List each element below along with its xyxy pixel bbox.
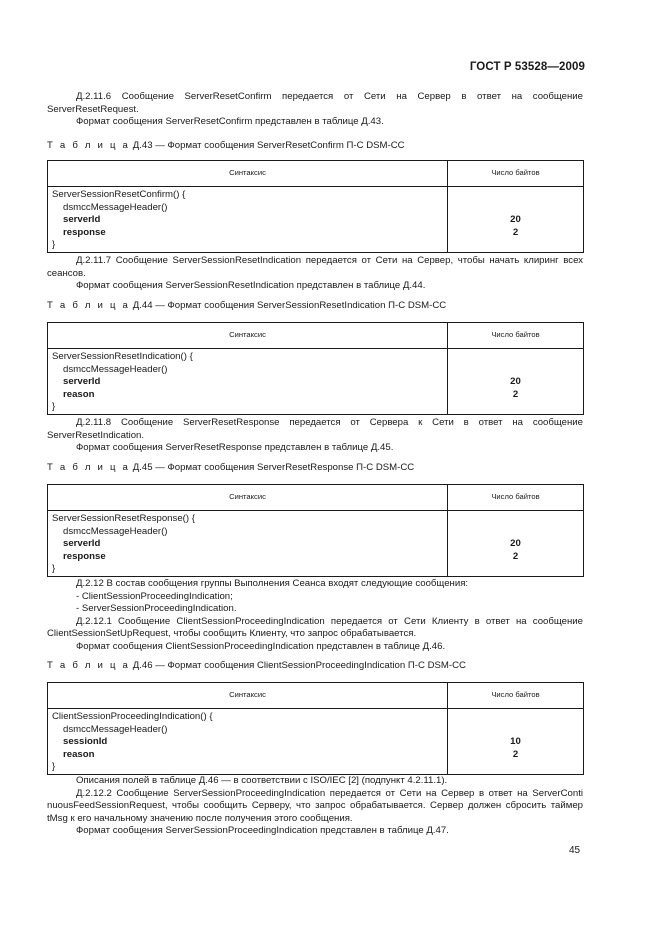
byte-count: 20 [510,214,521,225]
syntax-cell [48,187,448,253]
column-header-bytes: Число байтов [448,485,584,511]
table-caption [47,140,583,153]
syntax-line: } [52,239,56,250]
column-header-bytes: Число байтов [448,161,584,187]
syntax-cell [48,349,448,415]
syntax-field: serverId [63,214,101,225]
bytes-cell [448,349,584,415]
byte-count: 20 [510,538,521,549]
caption-prefix: Т а б л и ц а [47,140,131,151]
text-line: Формат сообщения ServerSessionProceedingIndication представлен в таблице Д.47. [76,825,449,836]
text-line: Д.2.11.8 Сообщение ServerResetResponse передается от Сервера к Сети в ответ на сообщение [76,417,583,428]
caption-prefix: Т а б л и ц а [47,462,131,473]
text-line: Формат сообщения ClientSessionProceedingIndication представлен в таблице Д.46. [76,640,446,652]
text-line: сеансов. [47,267,86,279]
syntax-line: ServerSessionResetResponse() { [52,513,195,524]
syntax-line: ClientSessionProceedingIndication() { [52,711,213,722]
table-caption [47,660,583,673]
syntax-line: } [52,401,56,412]
syntax-field: response [63,550,106,562]
text-line: Д.2.12.2 Сообщение ServerSessionProceedingIndication передается от Сети на Сервер в ответ на ServerConti [76,787,583,799]
text-line: Формат сообщения ServerResetConfirm представлен в таблице Д.43. [76,116,384,127]
table-d44 [47,322,584,415]
text-line: Формат сообщения ServerResetResponse представлен в таблице Д.45. [76,442,394,453]
syntax-field: reason [63,748,95,760]
bytes-cell [448,511,584,577]
column-header-bytes: Число байтов [448,683,584,709]
byte-count: 10 [510,736,521,747]
byte-count: 2 [512,388,519,400]
syntax-line: dsmccMessageHeader() [63,723,168,735]
table-caption [47,300,583,313]
table-d45 [47,484,584,577]
column-header-bytes: Число байтов [448,323,584,349]
syntax-cell [48,709,448,775]
caption-text: Д.46 — Формат сообщения ClientSessionProceedingIndication П-С DSM-CC [130,660,466,671]
page-number: 45 [569,845,581,856]
syntax-field: serverId [63,376,101,387]
column-header-syntax: Синтаксис [48,485,448,511]
table-caption [47,462,583,475]
byte-count: 2 [512,550,519,562]
caption-text: Д.43 — Формат сообщения ServerResetConfirm П-С DSM-CC [130,140,405,151]
syntax-field: response [63,226,106,238]
byte-count: 2 [512,226,519,238]
text-line: tMsg к его начальному значению после получения этого сообщения. [47,812,353,824]
syntax-field: reason [63,388,95,400]
syntax-cell [48,511,448,577]
syntax-line: dsmccMessageHeader() [63,525,168,537]
text-line: ServerResetIndication. [47,429,145,441]
byte-count: 20 [510,376,521,387]
document-header: ГОСТ Р 53528—2009 [469,61,585,73]
syntax-line: dsmccMessageHeader() [63,201,168,213]
text-line: Д.2.12 В состав сообщения группы Выполнения Сеанса входят следующие сообщения: [76,578,469,589]
syntax-line: } [52,761,56,772]
byte-count: 2 [512,748,519,760]
column-header-syntax: Синтаксис [48,323,448,349]
text-line: Описания полей в таблице Д.46 — в соответствии с ISO/IEC [2] (подпункт 4.2.11.1). [76,775,448,786]
paragraph-d2-11-8 [47,417,583,455]
text-line: Д.2.12.1 Сообщение ClientSessionProceedingIndication передается от Сети Клиенту в ответ на сообщение [76,615,583,627]
text-line: ServerResetRequest. [47,103,139,115]
text-line: ClientSessionSetUpRequest, чтобы сообщить Клиенту, что запрос обрабатывается. [47,628,417,639]
text-line: nuousFeedSessionRequest, чтобы сообщить Серверу, что запрос обрабатывается. Сервер должен сбросить таймер [47,800,583,811]
bytes-cell [448,709,584,775]
text-line: Формат сообщения ServerSessionResetIndication представлен в таблице Д.44. [76,280,426,291]
caption-prefix: Т а б л и ц а [47,660,131,671]
column-header-syntax: Синтаксис [48,683,448,709]
paragraph-d2-12-2 [47,775,583,838]
syntax-line: ServerSessionResetConfirm() { [52,189,186,200]
syntax-field: sessionId [63,736,108,747]
text-line: Д.2.11.6 Сообщение ServerResetConfirm передается от Сети на Сервер в ответ на сообщение [76,91,583,102]
bytes-cell [448,187,584,253]
syntax-line: dsmccMessageHeader() [63,363,168,375]
caption-text: Д.45 — Формат сообщения ServerResetResponse П-С DSM-CC [130,462,415,473]
paragraph-d2-11-7 [47,255,583,293]
table-d43 [47,160,584,253]
table-d46 [47,682,584,775]
list-item: - ServerSessionProceedingIndication. [76,603,237,614]
list-item: - ClientSessionProceedingIndication; [76,590,233,602]
paragraph-d2-12 [47,578,583,653]
syntax-field: serverId [63,538,101,549]
caption-prefix: Т а б л и ц а [47,300,131,311]
text-line: Д.2.11.7 Сообщение ServerSessionResetIndication передается от Сети на Сервер, чтобы начать клиринг всех [76,255,583,266]
syntax-line: ServerSessionResetIndication() { [52,351,193,362]
paragraph-d2-11-6 [47,91,583,129]
column-header-syntax: Синтаксис [48,161,448,187]
syntax-line: } [52,563,56,574]
caption-text: Д.44 — Формат сообщения ServerSessionResetIndication П-С DSM-CC [130,300,447,311]
